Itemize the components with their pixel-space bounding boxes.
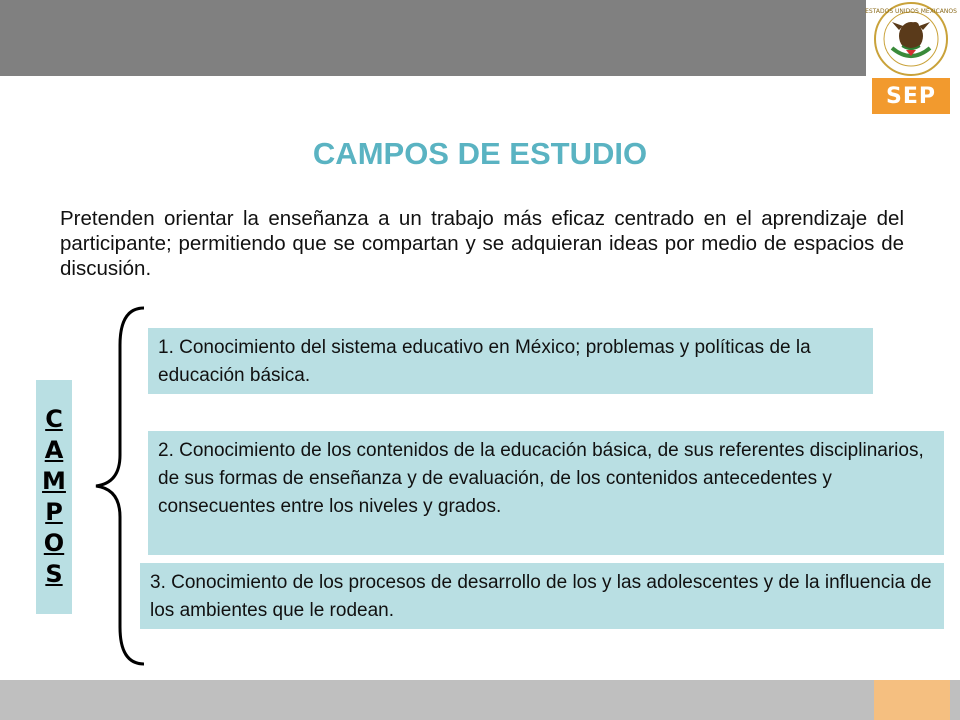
sep-label: SEP bbox=[886, 83, 936, 109]
header-bar bbox=[0, 0, 866, 76]
vertical-letter: M bbox=[42, 467, 66, 495]
national-emblem-icon bbox=[865, 0, 957, 78]
intro-paragraph: Pretenden orientar la enseñanza a un trabajo más eficaz centrado en el aprendizaje del participante; permitiendo que se compartan y se adquieran ideas por medio de espacios de discusión. bbox=[60, 207, 904, 280]
vertical-letter: C bbox=[45, 405, 63, 433]
vertical-letter: S bbox=[45, 560, 63, 588]
vertical-word-campos bbox=[36, 380, 72, 614]
vertical-letter: P bbox=[45, 498, 63, 526]
sep-logo bbox=[865, 0, 957, 114]
sep-label-box bbox=[872, 78, 950, 114]
footer-bar-end bbox=[950, 680, 960, 720]
page-title: CAMPOS DE ESTUDIO bbox=[312, 136, 648, 171]
campo-item-1: 1. Conocimiento del sistema educativo en México; problemas y políticas de la educación básica. bbox=[148, 328, 873, 394]
footer-bar bbox=[0, 680, 874, 720]
curly-brace bbox=[88, 305, 148, 667]
emblem-ring-text: ESTADOS UNIDOS MEXICANOS bbox=[865, 8, 957, 15]
vertical-letter: O bbox=[43, 529, 65, 557]
campo-item-2: 2. Conocimiento de los contenidos de la educación básica, de sus referentes disciplinarios, de sus formas de enseñanza y de evaluación, de los contenidos antecedentes y consecuentes entre los niveles y grados. bbox=[148, 431, 944, 555]
vertical-letter: A bbox=[44, 436, 64, 464]
footer-accent bbox=[874, 680, 950, 720]
campo-item-3: 3. Conocimiento de los procesos de desarrollo de los y las adolescentes y de la influencia de los ambientes que le rodean. bbox=[140, 563, 944, 629]
